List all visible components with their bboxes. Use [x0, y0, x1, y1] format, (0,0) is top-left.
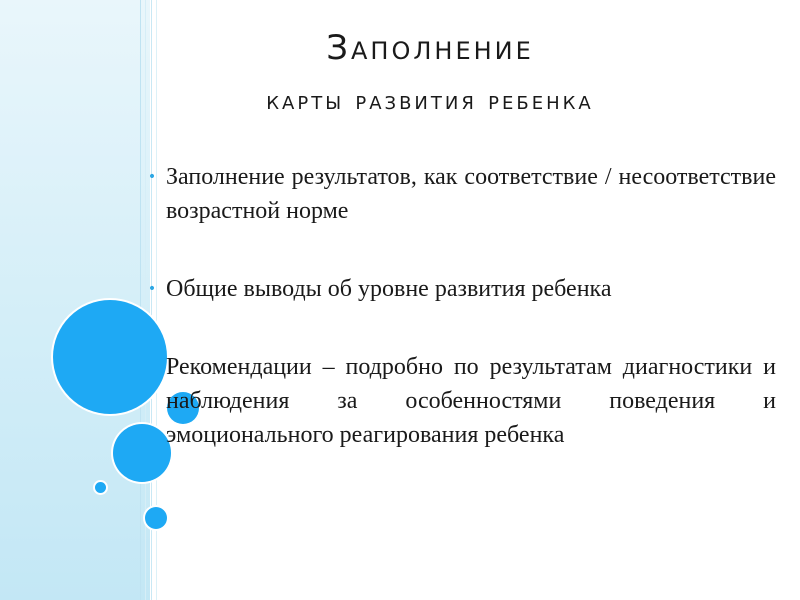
bullet-list — [138, 160, 778, 452]
bullet-marker: • — [147, 281, 157, 297]
list-item-text: Рекомендации – подробно по результатам диагностики и наблюдения за особенностями поведения и эмоционального реагирования ребенка — [166, 354, 776, 448]
left-decorative-band — [0, 0, 150, 600]
list-item — [138, 272, 778, 306]
slide-title-line-2: карты развития ребенка — [266, 86, 594, 116]
bullet-marker: • — [147, 169, 157, 185]
decorative-circle-tiny — [95, 482, 106, 493]
slide-title-line-1: Заполнение — [326, 28, 534, 68]
decorative-circle-small — [145, 507, 167, 529]
list-item — [138, 350, 778, 452]
list-item — [138, 160, 778, 228]
list-item-text: Заполнение результатов, как соответствие / несоответствие возрастной норме — [166, 164, 776, 224]
list-item-text: Общие выводы об уровне развития ребенка — [166, 276, 612, 302]
